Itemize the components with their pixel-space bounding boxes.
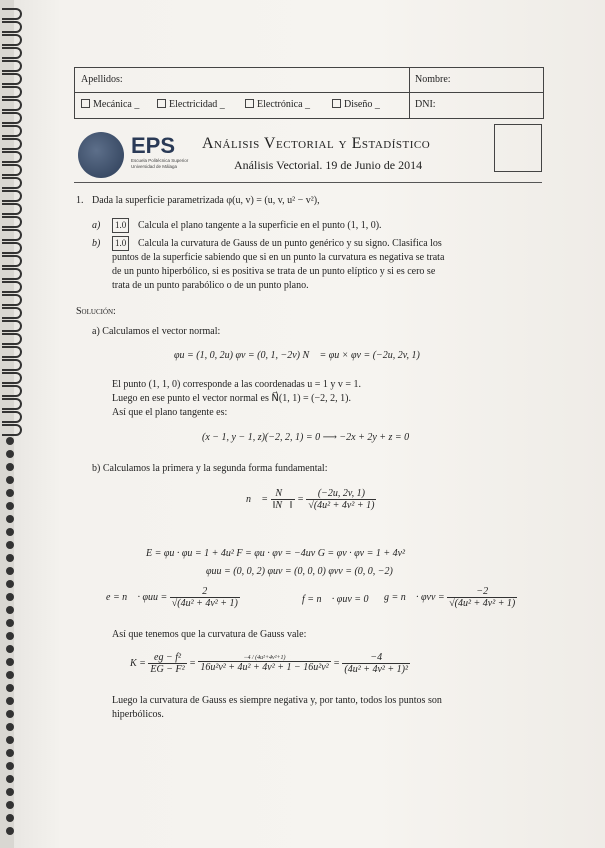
info-row-names bbox=[75, 68, 543, 93]
binding-ring-icon bbox=[6, 528, 14, 536]
fraction: $\frac{(-2u, 2v, 1)}{\text{√(4u² + 4v² + 1)}}$ bbox=[308, 488, 375, 511]
binding-ring-icon bbox=[2, 112, 22, 124]
binding-ring-icon bbox=[2, 281, 22, 293]
exam-page bbox=[14, 0, 605, 848]
binding-ring-icon bbox=[2, 229, 22, 241]
table-divider bbox=[409, 68, 410, 118]
coefficient-g: g = n⃗ · φvv = $\frac{-2}{\text{√(4u² + 4v² + 1)}}$ bbox=[384, 586, 516, 609]
binding-ring-icon bbox=[6, 814, 14, 822]
part-b-label: b) bbox=[92, 238, 101, 249]
apellidos-label: Apellidos: bbox=[81, 74, 123, 85]
conclusion-line2: hiperbólicos. bbox=[112, 709, 164, 720]
binding-ring-icon bbox=[2, 164, 22, 176]
part-b-line4: trata de un punto parabólico o de un punto plano. bbox=[112, 280, 309, 291]
binding-ring-icon bbox=[6, 827, 14, 835]
binding-ring-icon bbox=[6, 723, 14, 731]
solution-a-line3: Así que el plano tangente es: bbox=[112, 407, 228, 418]
binding-ring-icon bbox=[2, 333, 22, 345]
binding-ring-icon bbox=[6, 710, 14, 718]
fraction: $\frac{\text{−4 / (4u²+4v²+1)}}{\text{16u²v² + 4u² + 4v² + 1 − 16u²v²}}$ bbox=[200, 654, 329, 673]
binding-ring-icon bbox=[6, 463, 14, 471]
binding-ring-icon bbox=[2, 294, 22, 306]
binding-ring-icon bbox=[2, 138, 22, 150]
spiral-binding bbox=[0, 0, 24, 848]
part-a-label: a) bbox=[92, 220, 101, 231]
binding-ring-icon bbox=[2, 151, 22, 163]
solution-a-line1: El punto (1, 1, 0) corresponde a las coordenadas u = 1 y v = 1. bbox=[112, 379, 361, 390]
binding-ring-icon bbox=[2, 411, 22, 423]
binding-ring-icon bbox=[2, 385, 22, 397]
fraction: $\frac{-2}{\text{√(4u² + 4v² + 1)}}$ bbox=[449, 586, 516, 609]
dni-label: DNI: bbox=[415, 99, 436, 110]
problem-statement: Dada la superficie parametrizada φ(u, v) = (u, v, u² − v²), bbox=[92, 195, 320, 206]
binding-ring-icon bbox=[2, 21, 22, 33]
solution-a-intro: a) Calculamos el vector normal: bbox=[92, 326, 221, 337]
fraction: $\frac{\text{eg − f²}}{\text{EG − F²}}$ bbox=[150, 652, 185, 675]
binding-ring-icon bbox=[6, 567, 14, 575]
checkbox-icon bbox=[157, 99, 166, 108]
first-fundamental-form: E = φu · φu = 1 + 4u² F = φu · φv = −4uv G = φv · φv = 1 + 4v² bbox=[146, 548, 406, 559]
binding-ring-icon bbox=[2, 242, 22, 254]
fraction: $\frac{N⃗}{‖N⃗‖}$ bbox=[272, 488, 293, 511]
binding-ring-icon bbox=[2, 99, 22, 111]
binding-ring-icon bbox=[2, 177, 22, 189]
binding-ring-icon bbox=[6, 606, 14, 614]
solution-heading: Solución: bbox=[76, 306, 116, 317]
binding-ring-icon bbox=[2, 8, 22, 20]
part-b-line3: de un punto hiperbólico, si es positiva se trata de un punto elíptico y si es cero se bbox=[112, 266, 436, 277]
eps-logo-icon bbox=[78, 132, 124, 178]
binding-ring-icon bbox=[2, 216, 22, 228]
gauss-intro: Así que tenemos que la curvatura de Gauss vale: bbox=[112, 629, 307, 640]
checkbox-icon bbox=[81, 99, 90, 108]
problem-number: 1. bbox=[76, 195, 84, 206]
binding-ring-icon bbox=[6, 645, 14, 653]
info-row-degree bbox=[75, 93, 543, 117]
binding-ring-icon bbox=[2, 424, 22, 436]
binding-ring-icon bbox=[2, 34, 22, 46]
part-b-points: 1.0 bbox=[112, 236, 129, 251]
student-info-table bbox=[74, 67, 544, 119]
logo-subtitle: Escuela Politécnica Superior Universidad de Málaga bbox=[131, 158, 189, 169]
logo-text: EPS bbox=[131, 133, 176, 158]
binding-ring-icon bbox=[6, 541, 14, 549]
exam-subtitle: Análisis Vectorial. 19 de Junio de 2014 bbox=[234, 158, 423, 172]
fraction: $\frac{2}{\text{√(4u² + 4v² + 1)}}$ bbox=[171, 586, 238, 609]
binding-ring-icon bbox=[2, 268, 22, 280]
second-derivatives: φuu = (0, 0, 2) φuv = (0, 0, 0) φvv = (0, 0, −2) bbox=[206, 566, 393, 577]
unit-normal-equation: n⃗ = $\frac{N⃗}{‖N⃗‖}$ = $\frac{(-2u, 2v, 1)}{\text{√(4u² + 4v² + 1)}}$ bbox=[246, 488, 375, 511]
binding-ring-icon bbox=[6, 489, 14, 497]
binding-ring-icon bbox=[6, 580, 14, 588]
binding-ring-icon bbox=[6, 437, 14, 445]
part-a-text: Calcula el plano tangente a la superficie en el punto (1, 1, 0). bbox=[138, 220, 382, 231]
nombre-label: Nombre: bbox=[415, 74, 451, 85]
binding-ring-icon bbox=[2, 359, 22, 371]
binding-ring-icon bbox=[2, 307, 22, 319]
binding-ring-icon bbox=[2, 60, 22, 72]
part-a-points: 1.0 bbox=[112, 218, 129, 233]
tangent-plane-equation: (x − 1, y − 1, z)(−2, 2, 1) = 0 ⟶ −2x + 2y + z = 0 bbox=[202, 432, 410, 443]
binding-ring-icon bbox=[6, 632, 14, 640]
score-box bbox=[494, 124, 542, 172]
solution-a-line2: Luego en ese punto el vector normal es N⃗(1, 1) = (−2, 2, 1). bbox=[112, 393, 351, 404]
binding-ring-icon bbox=[2, 255, 22, 267]
binding-ring-icon bbox=[2, 190, 22, 202]
binding-ring-icon bbox=[2, 86, 22, 98]
header-rule bbox=[74, 182, 542, 183]
coefficient-e: e = n⃗ · φuu = $\frac{2}{\text{√(4u² + 4v² + 1)}}$ bbox=[106, 586, 238, 609]
binding-ring-icon bbox=[2, 47, 22, 59]
binding-ring-icon bbox=[6, 749, 14, 757]
binding-ring-icon bbox=[6, 593, 14, 601]
option-diseno: Diseño _ bbox=[332, 99, 380, 110]
binding-ring-icon bbox=[6, 684, 14, 692]
conclusion-line1: Luego la curvatura de Gauss es siempre negativa y, por tanto, todos los puntos son bbox=[112, 695, 442, 706]
binding-ring-icon bbox=[2, 398, 22, 410]
option-electronica: Electrónica _ bbox=[245, 99, 310, 110]
binding-ring-icon bbox=[6, 801, 14, 809]
binding-ring-icon bbox=[2, 125, 22, 137]
binding-ring-icon bbox=[6, 554, 14, 562]
binding-ring-icon bbox=[2, 203, 22, 215]
solution-b-intro: b) Calculamos la primera y la segunda forma fundamental: bbox=[92, 463, 328, 474]
option-mecanica: Mecánica _ bbox=[81, 99, 139, 110]
binding-ring-icon bbox=[6, 658, 14, 666]
fraction: $\frac{-4}{\text{(4u² + 4v² + 1)²}}$ bbox=[344, 652, 408, 675]
binding-ring-icon bbox=[6, 788, 14, 796]
coefficient-f: f = n⃗ · φuv = 0 bbox=[302, 594, 369, 605]
exam-title: Análisis Vectorial y Estadístico bbox=[202, 135, 431, 152]
binding-ring-icon bbox=[2, 320, 22, 332]
binding-ring-icon bbox=[6, 697, 14, 705]
binding-ring-icon bbox=[6, 671, 14, 679]
part-b-line1: Calcula la curvatura de Gauss de un punto genérico y su signo. Clasifica los bbox=[138, 238, 442, 249]
binding-ring-icon bbox=[6, 476, 14, 484]
gauss-curvature-equation: K = $\frac{\text{eg − f²}}{\text{EG − F²}}$ = $\frac{\text{−4 / (4u²+4v²+1)}}{\text{16u²v² + 4u² + 4v² + 1 − 16u²v²}}$ = $\frac{-4}{\text{(4u² + 4v² + 1)²}}$ bbox=[130, 652, 408, 675]
binding-ring-icon bbox=[2, 372, 22, 384]
binding-ring-icon bbox=[6, 775, 14, 783]
binding-ring-icon bbox=[6, 515, 14, 523]
binding-ring-icon bbox=[6, 619, 14, 627]
binding-ring-icon bbox=[6, 762, 14, 770]
normal-vector-equation: φu = (1, 0, 2u) φv = (0, 1, −2v) N⃗ = φu × φv = (−2u, 2v, 1) bbox=[174, 350, 420, 361]
checkbox-icon bbox=[245, 99, 254, 108]
binding-ring-icon bbox=[2, 73, 22, 85]
binding-ring-icon bbox=[6, 736, 14, 744]
part-b-line2: puntos de la superficie sabiendo que si en un punto la curvatura es negativa se trata bbox=[112, 252, 445, 263]
binding-ring-icon bbox=[2, 346, 22, 358]
option-electricidad: Electricidad _ bbox=[157, 99, 225, 110]
checkbox-icon bbox=[332, 99, 341, 108]
binding-ring-icon bbox=[6, 502, 14, 510]
binding-ring-icon bbox=[6, 450, 14, 458]
